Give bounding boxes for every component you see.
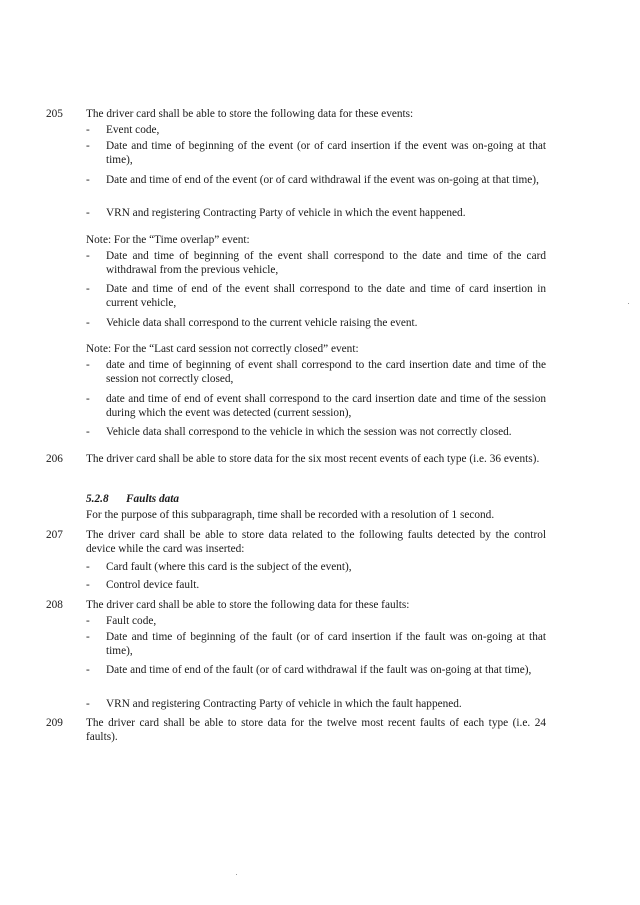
list-item-text: Date and time of beginning of the event (or of card insertion if the event was on-going at that time), xyxy=(106,140,546,166)
list-item-text: date and time of beginning of event shall correspond to the card insertion date and time of the session not correctly closed, xyxy=(106,359,546,385)
paragraph-text: The driver card shall be able to store data for the six most recent events of each type (i.e. 36 events). xyxy=(86,453,540,465)
section-title: Faults data xyxy=(126,493,180,505)
paragraph-number: 206 xyxy=(46,453,63,465)
paragraph-text: The driver card shall be able to store data related to the following faults detected by the control device while the card was inserted: xyxy=(86,529,546,555)
list-dash: - xyxy=(86,124,90,136)
list-item-text: Vehicle data shall correspond to the current vehicle raising the event. xyxy=(106,317,418,329)
list-dash: - xyxy=(86,664,90,676)
list-dash: - xyxy=(86,317,90,329)
section-number: 5.2.8 xyxy=(86,493,109,505)
paragraph-text: The driver card shall be able to store data for the twelve most recent faults of each type (i.e. 24 faults). xyxy=(86,717,546,743)
list-item-text: Vehicle data shall correspond to the vehicle in which the session was not correctly closed. xyxy=(106,426,512,438)
paragraph-number: 205 xyxy=(46,108,63,120)
paragraph-text: The driver card shall be able to store the following data for these faults: xyxy=(86,599,410,611)
list-item-text: Date and time of end of the fault (or of card withdrawal if the fault was on-going at that time), xyxy=(106,664,532,676)
scan-speck xyxy=(628,303,629,304)
paragraph-number: 207 xyxy=(46,529,63,541)
list-dash: - xyxy=(86,207,90,219)
list-dash: - xyxy=(86,631,90,643)
list-dash: - xyxy=(86,579,90,591)
list-item-text: Control device fault. xyxy=(106,579,200,591)
list-item-text: VRN and registering Contracting Party of vehicle in which the fault happened. xyxy=(106,698,462,710)
list-dash: - xyxy=(86,393,90,405)
paragraph-text: Note: For the “Time overlap” event: xyxy=(86,234,250,246)
list-dash: - xyxy=(86,561,90,573)
paragraph-text: The driver card shall be able to store the following data for these events: xyxy=(86,108,414,120)
list-item-text: Card fault (where this card is the subject of the event), xyxy=(106,561,352,573)
list-dash: - xyxy=(86,283,90,295)
list-item-text: Event code, xyxy=(106,124,160,136)
section-heading xyxy=(86,492,179,506)
list-dash: - xyxy=(86,174,90,186)
list-dash: - xyxy=(86,426,90,438)
paragraph-text: For the purpose of this subparagraph, time shall be recorded with a resolution of 1 second. xyxy=(86,509,495,521)
paragraph-text: Note: For the “Last card session not correctly closed” event: xyxy=(86,343,359,355)
list-item-text: Date and time of beginning of the fault (or of card insertion if the fault was on-going at that time), xyxy=(106,631,546,657)
scan-speck xyxy=(236,874,237,875)
list-dash: - xyxy=(86,615,90,627)
list-item-text: VRN and registering Contracting Party of vehicle in which the event happened. xyxy=(106,207,466,219)
list-item-text: Fault code, xyxy=(106,615,157,627)
list-item-text: Date and time of end of the event (or of card withdrawal if the event was on-going at that time), xyxy=(106,174,539,186)
list-dash: - xyxy=(86,140,90,152)
list-dash: - xyxy=(86,698,90,710)
list-item-text: Date and time of beginning of the event shall correspond to the date and time of the card withdrawal from the previous vehicle, xyxy=(106,250,546,276)
list-dash: - xyxy=(86,250,90,262)
paragraph-number: 208 xyxy=(46,599,63,611)
list-item-text: Date and time of end of the event shall correspond to the date and time of card insertion in current vehicle, xyxy=(106,283,546,309)
list-item-text: date and time of end of event shall correspond to the card insertion date and time of the session during which the event was detected (current session), xyxy=(106,393,546,419)
paragraph-number: 209 xyxy=(46,717,63,729)
list-dash: - xyxy=(86,359,90,371)
